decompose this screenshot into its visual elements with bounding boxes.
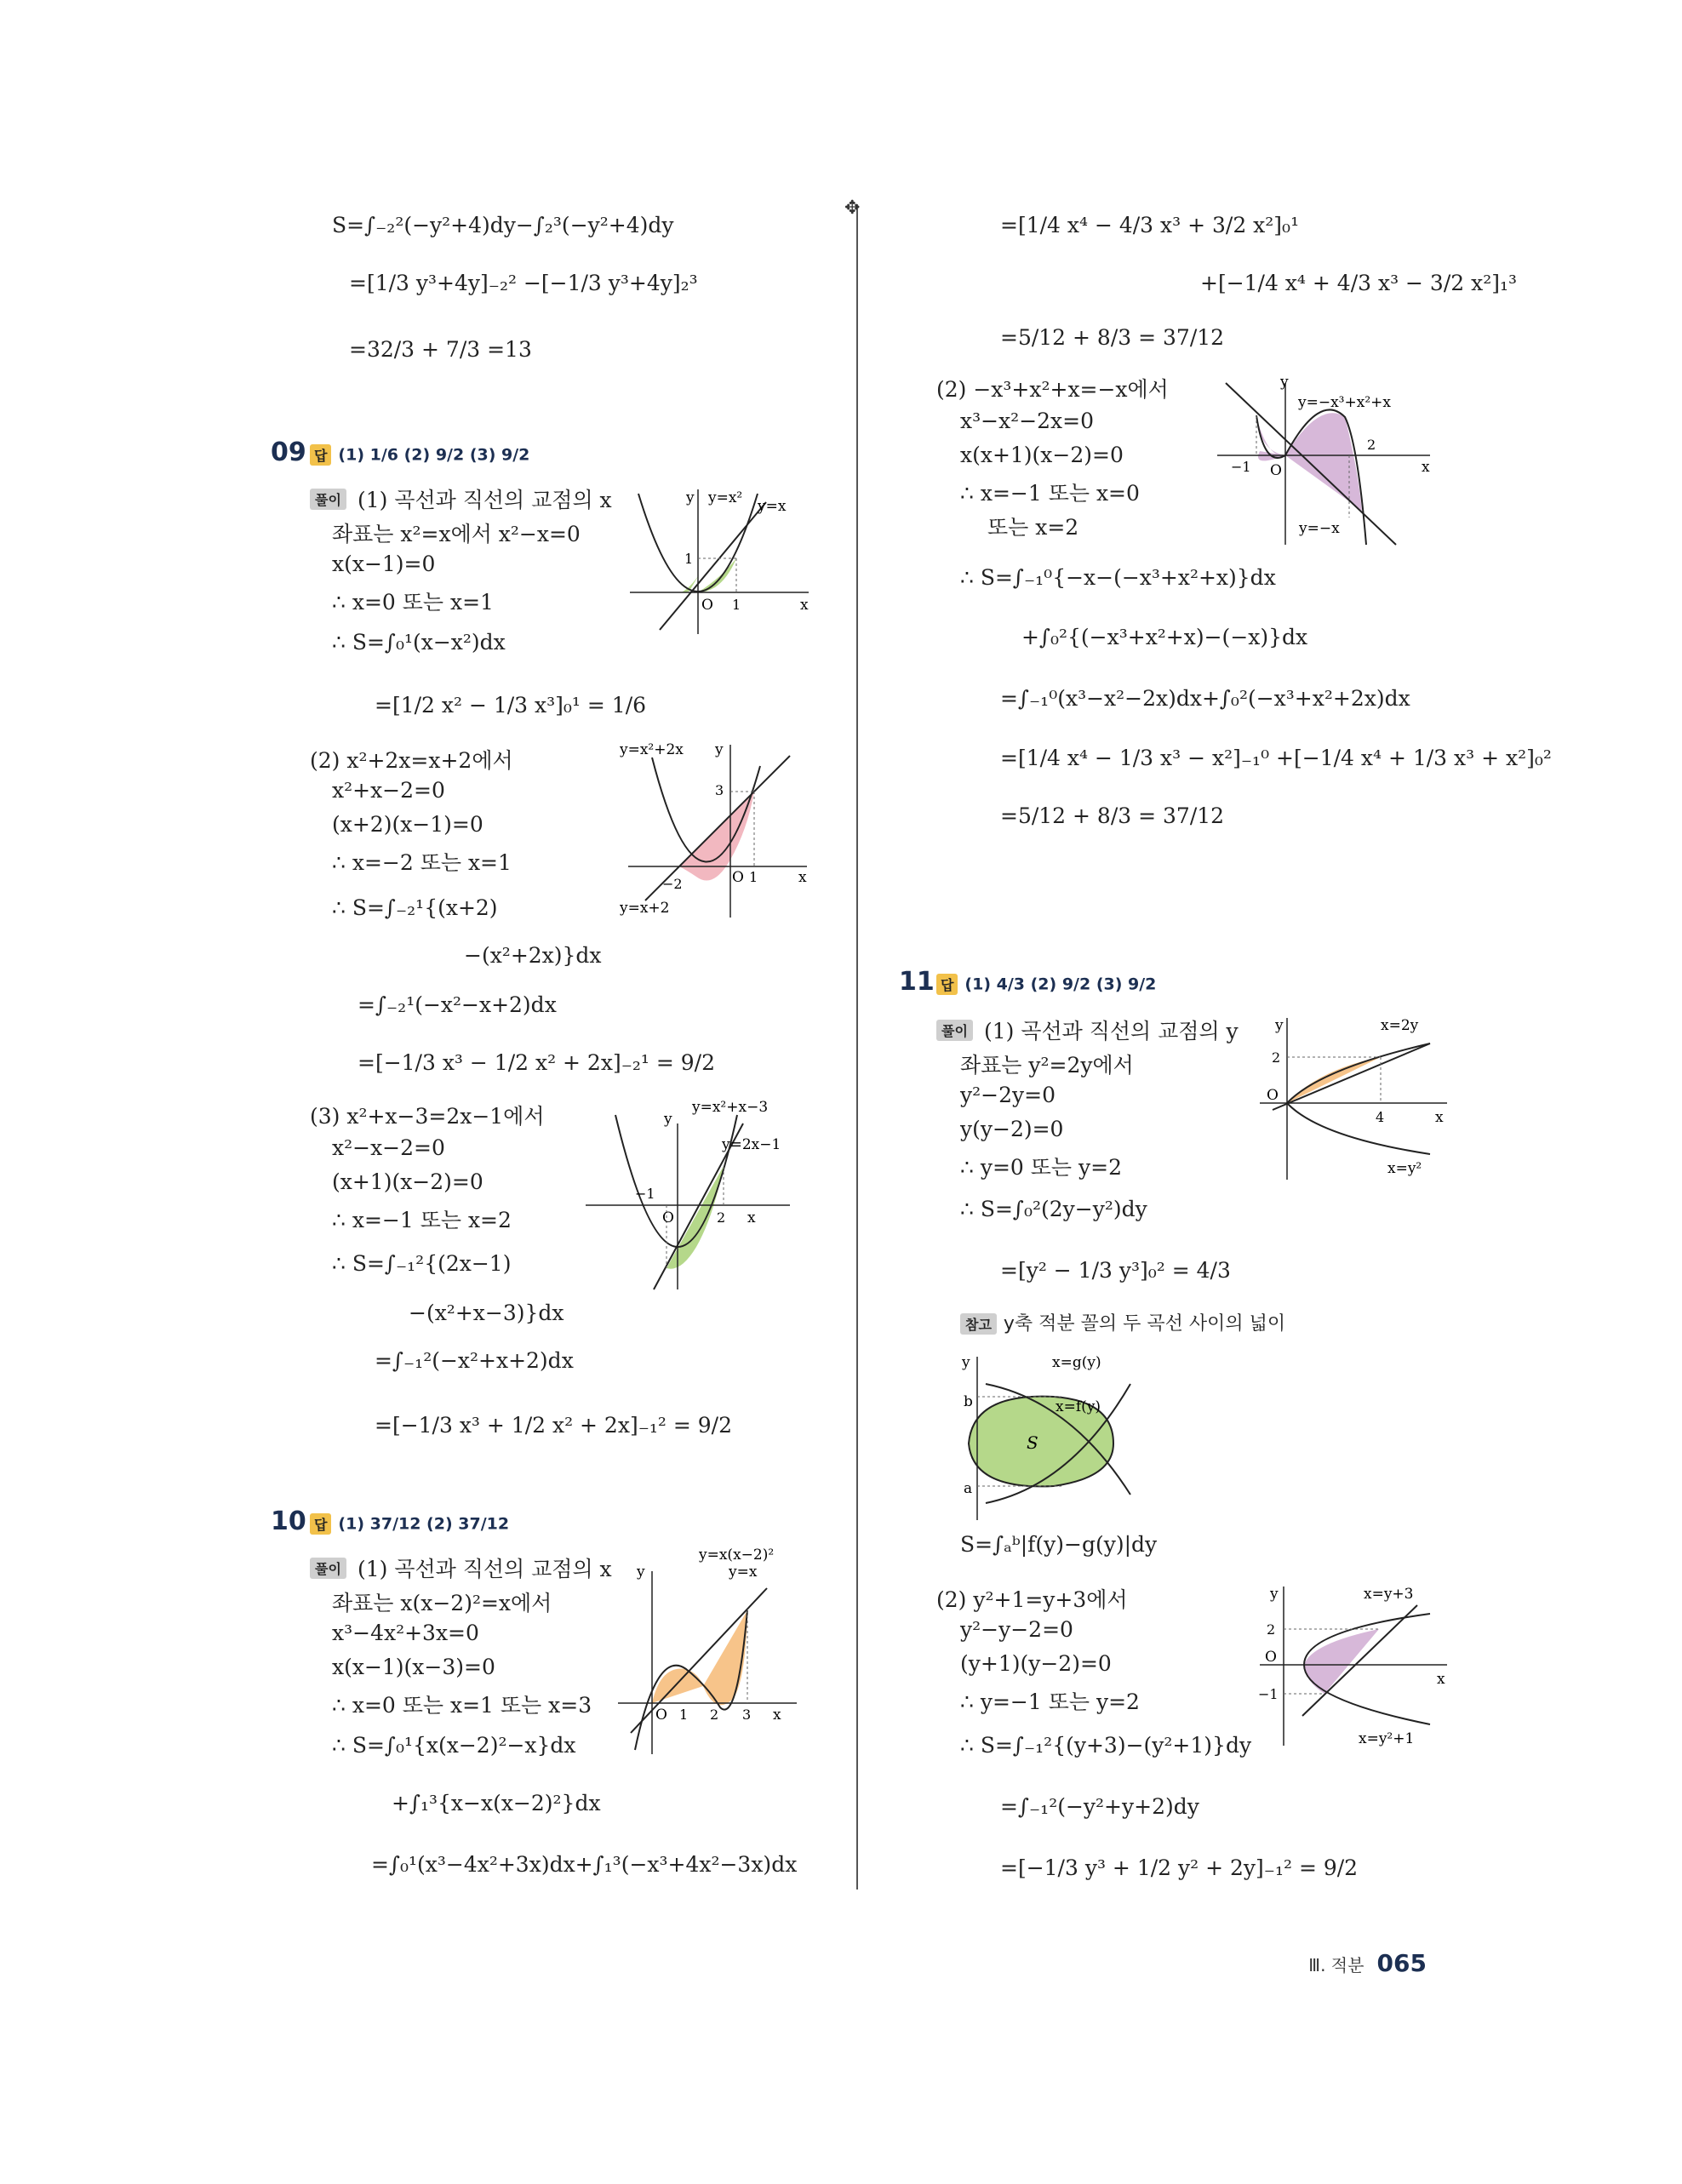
- solution-tag: 풀이: [936, 1020, 973, 1041]
- solution-line: (1) 곡선과 직선의 교점의 y: [984, 1019, 1239, 1043]
- graph-label: −1: [1258, 1686, 1279, 1702]
- graph-label: y=x+2: [620, 900, 670, 917]
- answer-list: (1) 37/12 (2) 37/12: [338, 1514, 510, 1534]
- graph-10-1: [609, 1546, 814, 1758]
- solution-line: =[−1/3 x³ + 1/2 x² + 2x]₋₁² = 9/2: [375, 1413, 733, 1438]
- solution-line: ∴ x=−1 또는 x=2: [332, 1208, 512, 1232]
- solution-line: 좌표는 y²=2y에서: [960, 1053, 1134, 1078]
- s08-line: =[1/3 y³+4y]₋₂² −[−1/3 y³+4y]₂³: [349, 271, 698, 295]
- graph-09-1: [630, 485, 817, 638]
- graph-label: O: [732, 869, 744, 886]
- s08-line: S=∫₋₂²(−y²+4)dy−∫₂³(−y²+4)dy: [332, 213, 674, 237]
- graph-label: S: [1027, 1432, 1038, 1453]
- graph-label: 4: [1376, 1109, 1385, 1125]
- note-text: y축 적분 꼴의 두 곡선 사이의 넓이: [1003, 1313, 1286, 1335]
- graph-label: O: [1270, 462, 1282, 479]
- solution-line: =5/12 + 8/3 = 37/12: [1000, 803, 1225, 828]
- solution-line: =∫₋₂¹(−x²−x+2)dx: [358, 992, 557, 1017]
- graph-label: y=x(x−2)²: [699, 1547, 775, 1564]
- graph-11-2: [1251, 1580, 1456, 1750]
- graph-label: y=x: [758, 498, 787, 515]
- solution-line: ∴ y=−1 또는 y=2: [960, 1689, 1140, 1714]
- solution-line: ∴ S=∫₀¹(x−x²)dx: [332, 630, 506, 655]
- graph-label: 1: [684, 551, 694, 567]
- answer-badge: 답: [310, 444, 331, 466]
- solution-line: 또는 x=2: [987, 515, 1079, 540]
- solution-line: ∴ S=∫₋₁²{(y+3)−(y²+1)}dy: [960, 1733, 1252, 1758]
- graph-label: 3: [742, 1707, 752, 1723]
- graph-label: y: [686, 489, 695, 506]
- graph-label: x=f(y): [1056, 1398, 1101, 1415]
- graph-label: x=g(y): [1052, 1354, 1101, 1371]
- solution-line: 좌표는 x(x−2)²=x에서: [332, 1591, 552, 1615]
- graph-label: 2: [1267, 1621, 1276, 1638]
- graph-label: 2: [710, 1707, 719, 1723]
- solution-line: ∴ x=−1 또는 x=0: [960, 481, 1140, 506]
- solution-line: +∫₁³{x−x(x−2)²}dx: [392, 1791, 601, 1815]
- solution-line: x³−x²−2x=0: [960, 409, 1094, 433]
- graph-label: x: [747, 1209, 756, 1226]
- solution-line: (y+1)(y−2)=0: [960, 1651, 1112, 1676]
- solution-line: −(x²+x−3)}dx: [409, 1301, 564, 1325]
- graph-label: 3: [715, 782, 724, 798]
- graph-label: x=2y: [1381, 1017, 1419, 1034]
- solution-line: (1) 곡선과 직선의 교점의 x: [358, 488, 612, 512]
- graph-10-2: [1217, 366, 1447, 553]
- shaded-region: [1287, 1057, 1381, 1103]
- solution-line: =[1/2 x² − 1/3 x³]₀¹ = 1/6: [375, 693, 647, 718]
- solution-line: x²−x−2=0: [332, 1135, 445, 1160]
- solution-line: x³−4x²+3x=0: [332, 1621, 479, 1645]
- answer-list: (1) 1/6 (2) 9/2 (3) 9/2: [338, 445, 530, 465]
- graph-label: y=x²: [708, 489, 743, 506]
- solution-line: (x+2)(x−1)=0: [332, 812, 483, 837]
- graph-label: O: [662, 1209, 674, 1226]
- solution-line: ∴ S=∫₀²(2y−y²)dy: [960, 1197, 1147, 1221]
- graph-label: −2: [662, 876, 683, 892]
- page-footer: [1308, 1949, 1427, 1977]
- graph-label: 1: [732, 597, 741, 613]
- solution-line: =∫₋₁⁰(x³−x²−2x)dx+∫₀²(−x³+x²+2x)dx: [1000, 686, 1410, 711]
- shaded-region: [679, 792, 754, 881]
- graph-09-3: [586, 1098, 811, 1294]
- solution-line: ∴ S=∫₀¹{x(x−2)²−x}dx: [332, 1733, 576, 1758]
- s08-line: =32/3 + 7/3 =13: [349, 337, 532, 362]
- graph-label: y=−x: [1299, 520, 1340, 537]
- graph-label: −1: [635, 1186, 655, 1202]
- graph-label: y: [1275, 1017, 1284, 1034]
- chapter-title: Ⅲ. 적분: [1308, 1955, 1364, 1975]
- solution-line: (2) −x³+x²+x=−x에서: [936, 377, 1169, 402]
- solution-line: (x+1)(x−2)=0: [332, 1169, 483, 1194]
- graph-label: y: [715, 741, 724, 758]
- note-formula: S=∫ₐᵇ|f(y)−g(y)|dy: [960, 1532, 1158, 1557]
- solution-line: 좌표는 x²=x에서 x²−x=0: [332, 522, 581, 546]
- problem-number: 10: [271, 1507, 306, 1536]
- graph-label: y: [962, 1354, 970, 1371]
- graph-label: O: [1267, 1087, 1279, 1104]
- solution-line: x(x−1)(x−3)=0: [332, 1655, 495, 1679]
- graph-label: 1: [679, 1707, 689, 1723]
- graph-label: x: [773, 1707, 781, 1724]
- solution-line: −(x²+2x)}dx: [464, 943, 602, 968]
- graph-label: 1: [749, 869, 758, 885]
- solution-tag: 풀이: [310, 489, 346, 510]
- graph-label: y: [637, 1564, 645, 1581]
- shaded-region: [703, 1610, 747, 1705]
- solution-line: =∫₋₁²(−x²+x+2)dx: [375, 1348, 574, 1373]
- solution-line: =∫₋₁²(−y²+y+2)dy: [1000, 1794, 1199, 1819]
- solution-line: (1) 곡선과 직선의 교점의 x: [358, 1557, 612, 1581]
- graph-label: x: [1435, 1109, 1444, 1126]
- graph-label: x: [1422, 459, 1430, 476]
- solution-line: ∴ y=0 또는 y=2: [960, 1155, 1122, 1180]
- graph-label: y=x: [729, 1564, 758, 1581]
- solution-line: x(x+1)(x−2)=0: [960, 443, 1124, 467]
- column-divider: [856, 204, 858, 1890]
- solution-line: ∴ x=0 또는 x=1: [332, 590, 494, 615]
- graph-label: 2: [1272, 1049, 1281, 1066]
- graph-label: y=−x³+x²+x: [1298, 394, 1391, 411]
- solution-line: =[y² − 1/3 y³]₀² = 4/3: [1000, 1258, 1231, 1283]
- shaded-region: [1285, 413, 1362, 511]
- problem-number: 09: [271, 437, 306, 467]
- graph-label: O: [701, 597, 713, 614]
- graph-label: x=y+3: [1364, 1586, 1414, 1603]
- solution-line: y²−2y=0: [960, 1083, 1056, 1107]
- solution-line: (2) y²+1=y+3에서: [936, 1587, 1128, 1612]
- graph-label: x: [800, 597, 809, 614]
- divider-ornament: ✥: [844, 197, 861, 219]
- solution-line: ∴ x=−2 또는 x=1: [332, 850, 512, 875]
- solution-line: =∫₀¹(x³−4x²+3x)dx+∫₁³(−x³+4x²−3x)dx: [371, 1852, 798, 1877]
- solution-line: =[1/4 x⁴ − 1/3 x³ − x²]₋₁⁰ +[−1/4 x⁴ + 1/3 x³ + x²]₀²: [1000, 746, 1552, 770]
- graph-label: y=2x−1: [722, 1136, 781, 1153]
- note-tag: 참고: [960, 1313, 997, 1335]
- solution-line: x(x−1)=0: [332, 552, 436, 576]
- graph-note: [960, 1350, 1181, 1520]
- problem-number: 11: [899, 967, 935, 997]
- solution-line: ∴ S=∫₋₁⁰{−x−(−x³+x²+x)}dx: [960, 565, 1276, 590]
- answer-badge: 답: [310, 1513, 331, 1535]
- shaded-region: [652, 1669, 703, 1704]
- solution-line: =5/12 + 8/3 = 37/12: [1000, 325, 1225, 350]
- graph-label: y=x²+x−3: [692, 1099, 769, 1116]
- graph-label: b: [964, 1393, 973, 1410]
- shaded-region: [667, 1166, 724, 1269]
- graph-label: O: [655, 1707, 667, 1724]
- solution-line: (2) x²+2x=x+2에서: [310, 748, 513, 773]
- solution-line: x²+x−2=0: [332, 778, 445, 803]
- answer-badge: 답: [936, 974, 958, 995]
- solution-line: =[−1/3 y³ + 1/2 y² + 2y]₋₁² = 9/2: [1000, 1855, 1359, 1880]
- graph-label: O: [1265, 1649, 1277, 1666]
- answer-list: (1) 4/3 (2) 9/2 (3) 9/2: [964, 975, 1157, 994]
- solution-tag: 풀이: [310, 1558, 346, 1579]
- solution-line: +[−1/4 x⁴ + 4/3 x³ − 3/2 x²]₁³: [1200, 271, 1518, 295]
- graph-09-2: [620, 740, 815, 923]
- graph-11-1: [1251, 1009, 1456, 1188]
- solution-line: ∴ x=0 또는 x=1 또는 x=3: [332, 1693, 592, 1718]
- graph-label: −1: [1231, 459, 1251, 475]
- graph-label: a: [964, 1480, 973, 1497]
- graph-label: x=y²+1: [1359, 1730, 1415, 1747]
- graph-label: y: [1270, 1586, 1279, 1603]
- graph-label: x=y²: [1387, 1160, 1422, 1177]
- solution-line: y²−y−2=0: [960, 1617, 1073, 1642]
- graph-label: 2: [1367, 437, 1376, 453]
- graph-label: 2: [717, 1209, 726, 1226]
- graph-label: y=x²+2x: [620, 741, 684, 758]
- graph-label: y: [664, 1111, 672, 1128]
- solution-line: +∫₀²{(−x³+x²+x)−(−x)}dx: [1021, 625, 1308, 649]
- graph-label: x: [798, 869, 807, 886]
- solution-line: ∴ S=∫₋₁²{(2x−1): [332, 1251, 512, 1276]
- solution-line: y(y−2)=0: [960, 1117, 1064, 1141]
- solution-line: (3) x²+x−3=2x−1에서: [310, 1104, 545, 1129]
- solution-line: ∴ S=∫₋₂¹{(x+2): [332, 895, 498, 920]
- solution-line: =[1/4 x⁴ − 4/3 x³ + 3/2 x²]₀¹: [1000, 213, 1300, 237]
- graph-label: x: [1437, 1671, 1445, 1688]
- graph-label: y: [1280, 374, 1289, 391]
- solution-line: =[−1/3 x³ − 1/2 x² + 2x]₋₂¹ = 9/2: [358, 1050, 716, 1075]
- page-number: 065: [1376, 1949, 1427, 1977]
